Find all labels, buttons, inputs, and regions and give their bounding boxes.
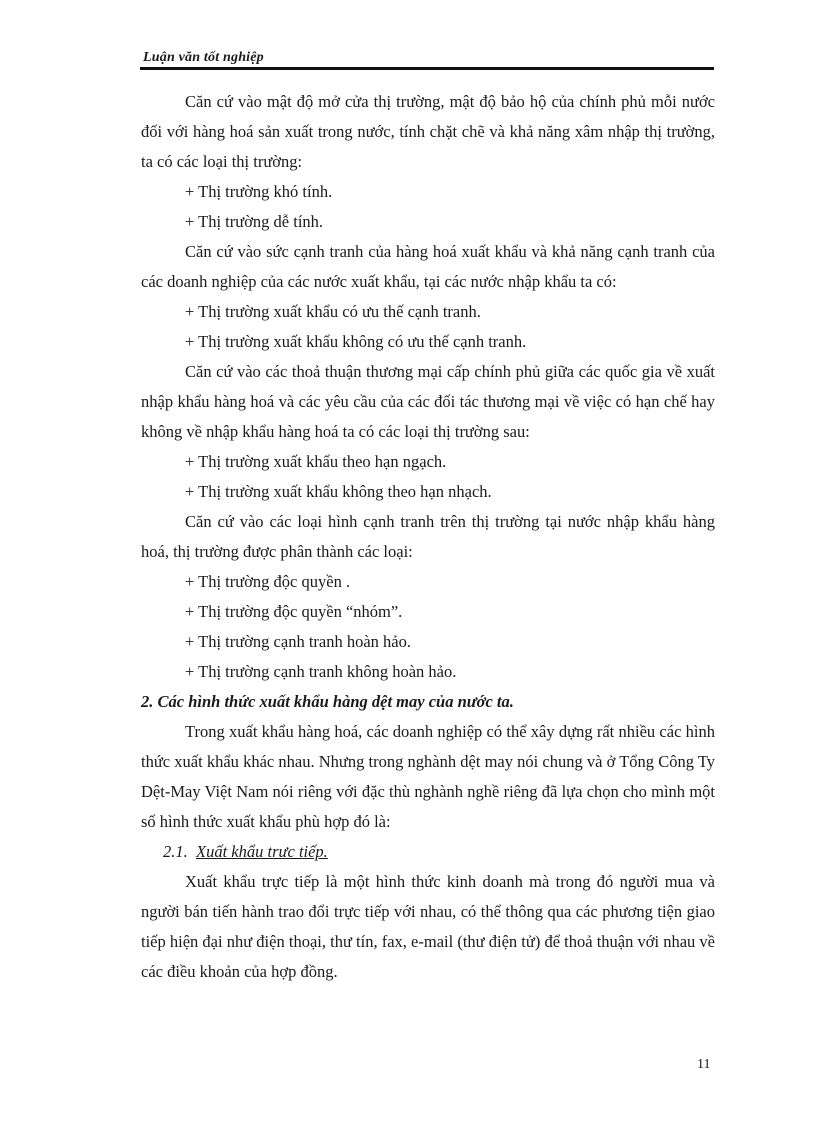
list-item: + Thị trường xuất khẩu theo hạn ngạch. [185, 452, 447, 471]
page-number: 11 [697, 1057, 711, 1072]
list-item: + Thị trường độc quyền “nhóm”. [185, 602, 403, 621]
subsection-heading [141, 837, 715, 867]
running-header-title: Luận văn tốt nghiệp [143, 50, 264, 65]
paragraph-competitiveness: Căn cứ vào sức cạnh tranh của hàng hoá xuất khẩu và khả năng cạnh tranh của các doanh nghiệp của các nước xuất khẩu, tại các nước nhập khẩu ta có: [141, 242, 715, 291]
list-item: + Thị trường xuất khẩu có ưu thế cạnh tranh. [185, 302, 481, 321]
list-item: + Thị trường cạnh tranh không hoàn hảo. [185, 662, 457, 681]
list-item: + Thị trường xuất khẩu không theo hạn nhạch. [185, 482, 492, 501]
paragraph-direct-export: Xuất khẩu trực tiếp là một hình thức kinh doanh mà trong đó người mua và người bán tiến hành trao đổi trực tiếp với nhau, có thể thông qua các phương tiện giao tiếp hiện đại như điện thoại, thư tín, fax, e-mail (thư điện tử) để thoả thuận với nhau về các điều khoản của hợp đồng. [141, 872, 715, 981]
page-body [141, 87, 715, 987]
subsection-number: 2.1. [163, 842, 188, 861]
paragraph-export-forms: Trong xuất khẩu hàng hoá, các doanh nghiệp có thể xây dựng rất nhiều các hình thức xuất khẩu khác nhau. Nhưng trong nghành dệt may nói chung và ở Tổng Công Ty Dệt-May Việt Nam nói riêng với đặc thù nghành nghề riêng đã lựa chọn cho mình một số hình thức xuất khẩu phù hợp đó là: [141, 722, 715, 831]
header-divider [140, 67, 714, 70]
list-item: + Thị trường độc quyền . [185, 572, 351, 591]
subsection-title: Xuất khẩu trưc tiếp. [196, 842, 328, 861]
list-item: + Thị trường khó tính. [185, 182, 333, 201]
list-item: + Thị trường xuất khẩu không có ưu thế cạnh tranh. [185, 332, 527, 351]
paragraph-competition-types: Căn cứ vào các loại hình cạnh tranh trên thị trường tại nước nhập khẩu hàng hoá, thị trường được phân thành các loại: [141, 512, 715, 561]
paragraph-market-openness: Căn cứ vào mật độ mở cửa thị trường, mật độ bảo hộ của chính phủ mỗi nước đối với hàng hoá sản xuất trong nước, tính chặt chẽ và khả năng xâm nhập thị trường, ta có các loại thị trường: [141, 92, 715, 171]
list-item: + Thị trường dễ tính. [185, 212, 324, 231]
section-heading: 2. Các hình thức xuất khẩu hàng dệt may của nước ta. [141, 692, 514, 711]
list-item: + Thị trường cạnh tranh hoàn hảo. [185, 632, 411, 651]
paragraph-trade-agreements: Căn cứ vào các thoả thuận thương mại cấp chính phủ giữa các quốc gia về xuất nhập khẩu hàng hoá và các yêu cầu của các đối tác thương mại về việc có hạn chế hay không về nhập khẩu hàng hoá ta có các loại thị trường sau: [141, 362, 715, 441]
